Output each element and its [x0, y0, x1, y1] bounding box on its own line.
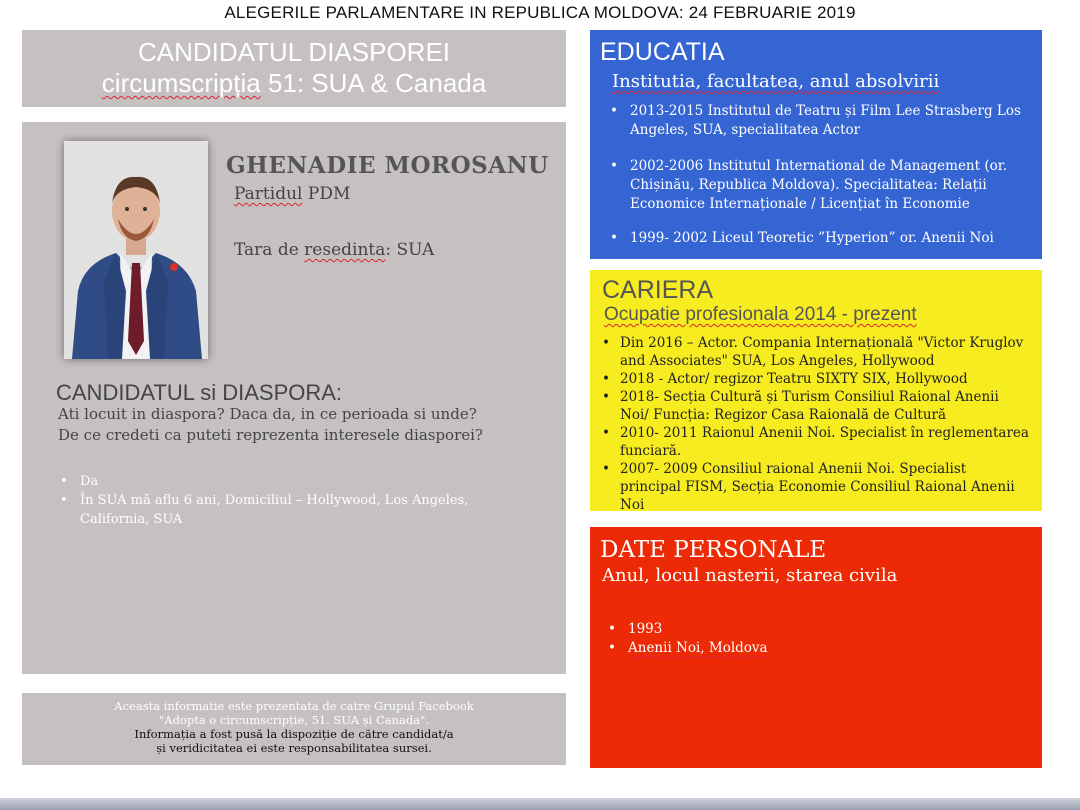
diaspora-answers	[58, 472, 528, 529]
education-title: EDUCATIA	[600, 38, 725, 66]
education-panel	[590, 30, 1042, 259]
residence-word: resedinta	[304, 240, 386, 260]
personal-title: DATE PERSONALE	[600, 537, 827, 563]
diaspora-question-1: Ati locuit in diaspora? Daca da, in ce perioada si unde?	[58, 405, 477, 423]
candidate-portrait-icon	[64, 141, 208, 359]
footer-line4: și veridicitatea ei este responsabilitatea sursei.	[156, 741, 432, 755]
personal-list	[608, 620, 768, 658]
list-item: • 2010- 2011 Raionul Anenii Noi. Specialist în reglementarea funciară.	[600, 424, 1030, 460]
page-bottom-edge	[0, 798, 1080, 810]
party-word: Partidul	[234, 184, 303, 204]
banner-line1: CANDIDATUL DIASPOREI	[137, 37, 451, 67]
education-subtitle: Institutia, facultatea, anul absolvirii	[612, 71, 940, 92]
diaspora-section-title: CANDIDATUL si DIASPORA:	[56, 380, 343, 405]
list-item: • 1993	[608, 620, 768, 639]
diaspora-question-2: De ce credeti ca puteti reprezenta interesele diasporei?	[58, 426, 483, 444]
candidate-residence	[234, 240, 434, 260]
list-item: • 2002-2006 Institutul International de Management (or. Chișinău, Republica Moldova). Specialitatea: Relații Economice Internaționale / Licențiat în Economie	[610, 157, 1040, 214]
banner-line2	[22, 67, 566, 99]
residence-prefix: Tara de	[234, 240, 305, 260]
source-footer	[22, 693, 566, 765]
candidate-party	[234, 184, 350, 204]
list-item: • 1999- 2002 Liceul Teoretic ”Hyperion” or. Anenii Noi	[610, 229, 1040, 248]
list-item: • 2013-2015 Institutul de Teatru și Film Lee Strasberg Los Angeles, SUA, specialitatea Actor	[610, 102, 1040, 140]
career-subtitle: Ocupatie profesionala 2014 - prezent	[604, 304, 917, 325]
career-title: CARIERA	[602, 276, 714, 304]
personal-data-panel	[590, 527, 1042, 768]
list-item: • Anenii Noi, Moldova	[608, 639, 768, 658]
list-item: • Din 2016 – Actor. Compania Internațională "Victor Kruglov and Associates" SUA, Los Angeles, Hollywood	[600, 334, 1030, 370]
residence-country: : SUA	[385, 240, 435, 260]
banner-line2-rest: 51: SUA & Canada	[260, 68, 487, 98]
career-panel	[590, 270, 1042, 511]
list-item: • 2018 - Actor/ regizor Teatru SIXTY SIX, Hollywood	[600, 370, 1030, 388]
banner-line2-word: circumscripția	[101, 68, 261, 98]
footer-line2: "Adopta o circumscripție, 51. SUA și Canada".	[158, 713, 430, 727]
document-title: ALEGERILE PARLAMENTARE IN REPUBLICA MOLDOVA: 24 FEBRUARIE 2019	[224, 3, 856, 22]
candidate-photo	[64, 141, 208, 359]
candidate-panel	[22, 122, 566, 674]
party-name: PDM	[302, 184, 351, 204]
personal-subtitle: Anul, locul nasterii, starea civila	[602, 565, 898, 586]
candidate-name: GHENADIE MOROSANU	[226, 152, 549, 179]
list-item: • În SUA mă aflu 6 ani, Domiciliul – Hollywood, Los Angeles, California, SUA	[58, 491, 528, 529]
list-item: • Da	[58, 472, 528, 491]
list-item: • 2007- 2009 Consiliul raional Anenii Noi. Specialist principal FISM, Secția Economie Consiliul Raional Anenii Noi	[600, 460, 1030, 514]
district-banner	[22, 30, 566, 107]
career-list	[600, 334, 1030, 514]
list-item: • 2018- Secția Cultură și Turism Consiliul Raional Anenii Noi/ Funcția: Regizor Casa Raională de Cultură	[600, 388, 1030, 424]
footer-line3: Informația a fost pusă la dispoziție de către candidat/a	[134, 727, 454, 741]
footer-line1: Aceasta informatie este prezentata de catre Grupul Facebook	[114, 699, 474, 713]
